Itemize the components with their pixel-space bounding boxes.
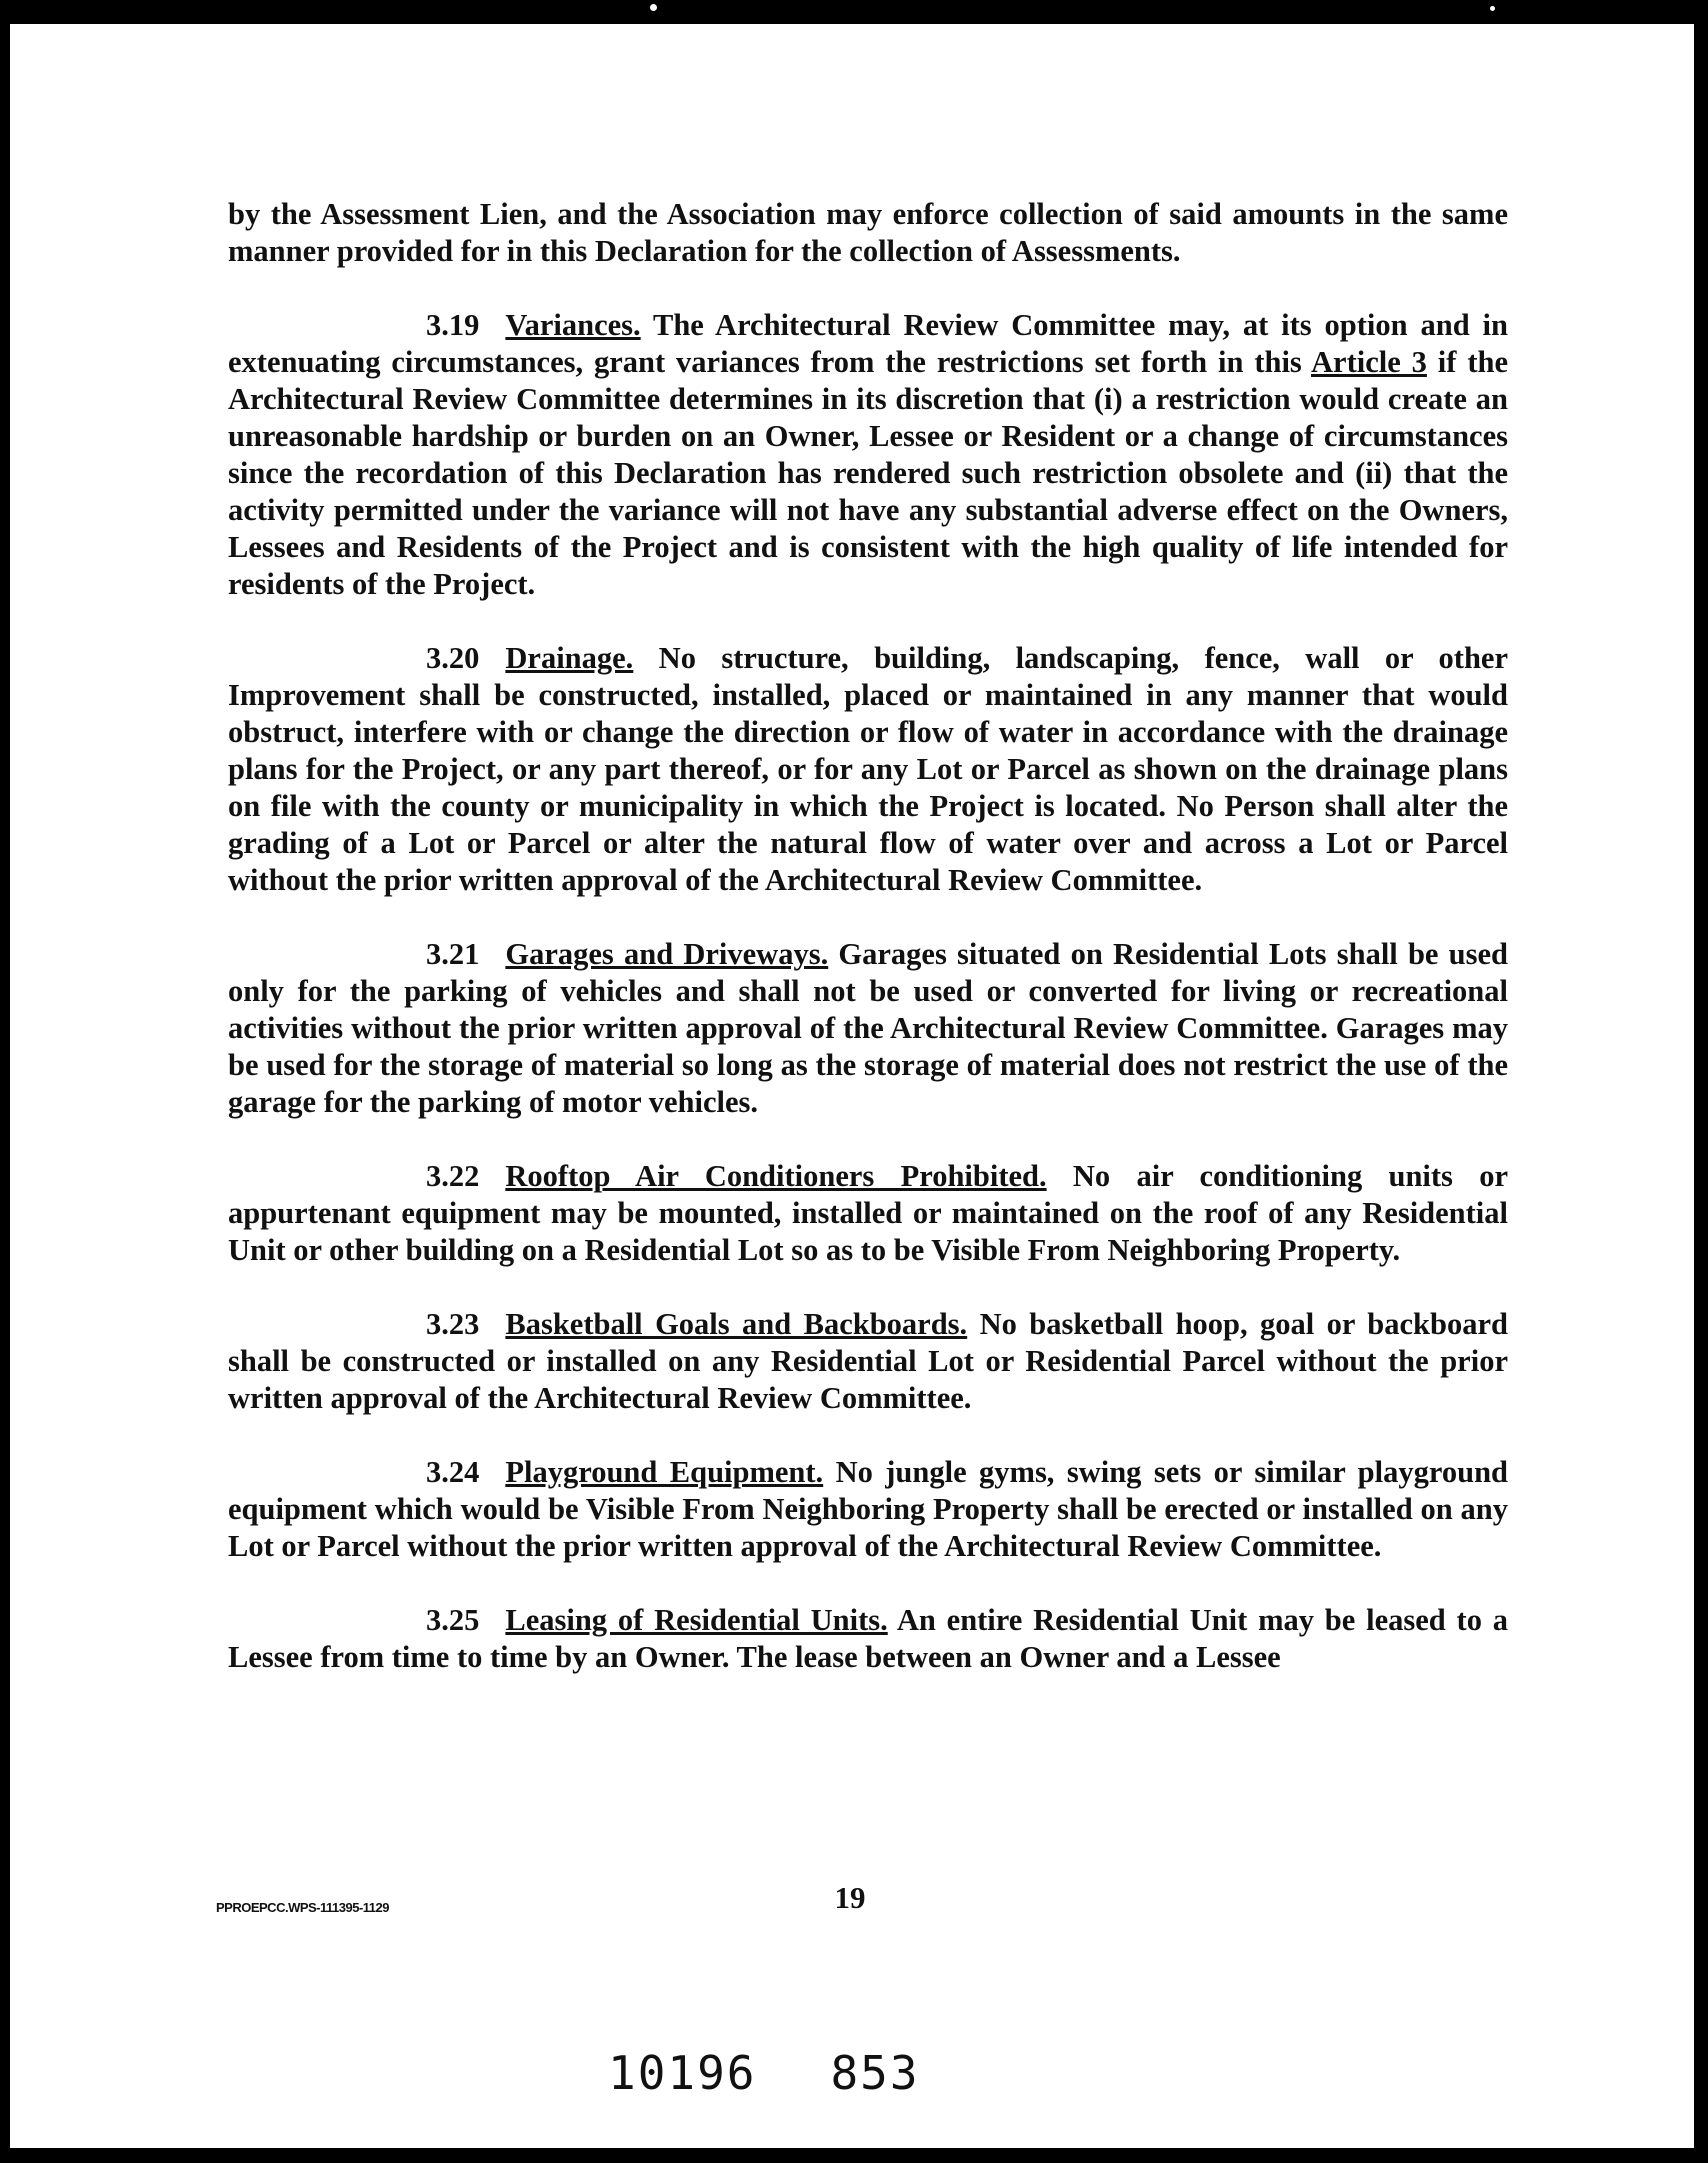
section-title: Garages and Driveways. bbox=[505, 937, 829, 971]
book-number: 10196 bbox=[608, 2046, 757, 2100]
section-body: An entire Residential Unit may be leased to a Lessee from time to time by an Owner. The lease between an Owner and a Lessee bbox=[228, 1603, 1508, 1674]
recording-stamp bbox=[608, 2046, 920, 2100]
section-3-21 bbox=[228, 936, 1508, 1121]
section-3-24 bbox=[228, 1454, 1508, 1565]
section-number: 3.25 bbox=[426, 1603, 480, 1637]
section-body: No jungle gyms, swing sets or similar playground equipment which would be Visible From Neighboring Property shall be erected or installed on any Lot or Parcel without the prior written approval of the Architectural Review Committee. bbox=[228, 1455, 1508, 1563]
section-title: Basketball Goals and Backboards. bbox=[505, 1307, 968, 1341]
section-number: 3.19 bbox=[426, 308, 480, 342]
section-number: 3.24 bbox=[426, 1455, 480, 1489]
section-3-22 bbox=[228, 1158, 1508, 1269]
section-number: 3.20 bbox=[426, 641, 480, 675]
section-number: 3.21 bbox=[426, 937, 480, 971]
stamp-page-number: 853 bbox=[830, 2046, 920, 2100]
scan-speck bbox=[650, 4, 657, 11]
section-body: No air conditioning units or appurtenant equipment may be mounted, installed or maintained on the roof of any Residential Unit or other building on a Residential Lot so as to be Visible From Neighboring Property. bbox=[228, 1159, 1508, 1267]
section-body: Garages situated on Residential Lots shall be used only for the parking of vehicles and shall not be used or converted for living or recreational activities without the prior written approval of the Architectural Review Committee. Garages may be used for the storage of material so long as the storage of material does not restrict the use of the garage for the parking of motor vehicles. bbox=[228, 937, 1508, 1119]
document-body bbox=[228, 196, 1508, 1713]
section-number: 3.23 bbox=[426, 1307, 480, 1341]
page-number: 19 bbox=[834, 1880, 866, 1915]
section-3-20 bbox=[228, 640, 1508, 899]
intro-paragraph: by the Assessment Lien, and the Association may enforce collection of said amounts in the same manner provided for in this Declaration for the collection of Assessments. bbox=[228, 197, 1508, 268]
section-title: Playground Equipment. bbox=[505, 1455, 824, 1489]
document-code: PPROEPCC.WPS-111395-1129 bbox=[216, 1900, 389, 1915]
section-3-19 bbox=[228, 307, 1508, 603]
section-title: Rooftop Air Conditioners Prohibited. bbox=[505, 1159, 1047, 1193]
scan-speck bbox=[1490, 6, 1495, 11]
section-title: Variances. bbox=[505, 308, 641, 342]
section-body: The Architectural Review Committee may, at its option and in extenuating circumstances, grant variances from the restrictions set forth in this bbox=[228, 308, 1508, 379]
section-title: Drainage. bbox=[505, 641, 634, 675]
section-body-continued: if the Architectural Review Committee determines in its discretion that (i) a restriction would create an unreasonable hardship or burden on an Owner, Lessee or Resident or a change of circumstances since the recordation of this Declaration has rendered such restriction obsolete and (ii) that the activity permitted under the variance will not have any substantial adverse effect on the Owners, Lessees and Residents of the Project and is consistent with the high quality of life intended for residents of the Project. bbox=[228, 345, 1508, 601]
section-body: No basketball hoop, goal or backboard shall be constructed or installed on any Residential Lot or Residential Parcel without the prior written approval of the Architectural Review Committee. bbox=[228, 1307, 1508, 1415]
section-number: 3.22 bbox=[426, 1159, 480, 1193]
section-title: Leasing of Residential Units. bbox=[505, 1603, 888, 1637]
section-3-23 bbox=[228, 1306, 1508, 1417]
article-reference: Article 3 bbox=[1311, 345, 1427, 379]
section-3-25 bbox=[228, 1602, 1508, 1676]
section-body: No structure, building, landscaping, fence, wall or other Improvement shall be constructed, installed, placed or maintained in any manner that would obstruct, interfere with or change the direction or flow of water in accordance with the drainage plans for the Project, or any part thereof, or for any Lot or Parcel as shown on the drainage plans on file with the county or municipality in which the Project is located. No Person shall alter the grading of a Lot or Parcel or alter the natural flow of water over and across a Lot or Parcel without the prior written approval of the Architectural Review Committee. bbox=[228, 641, 1508, 897]
